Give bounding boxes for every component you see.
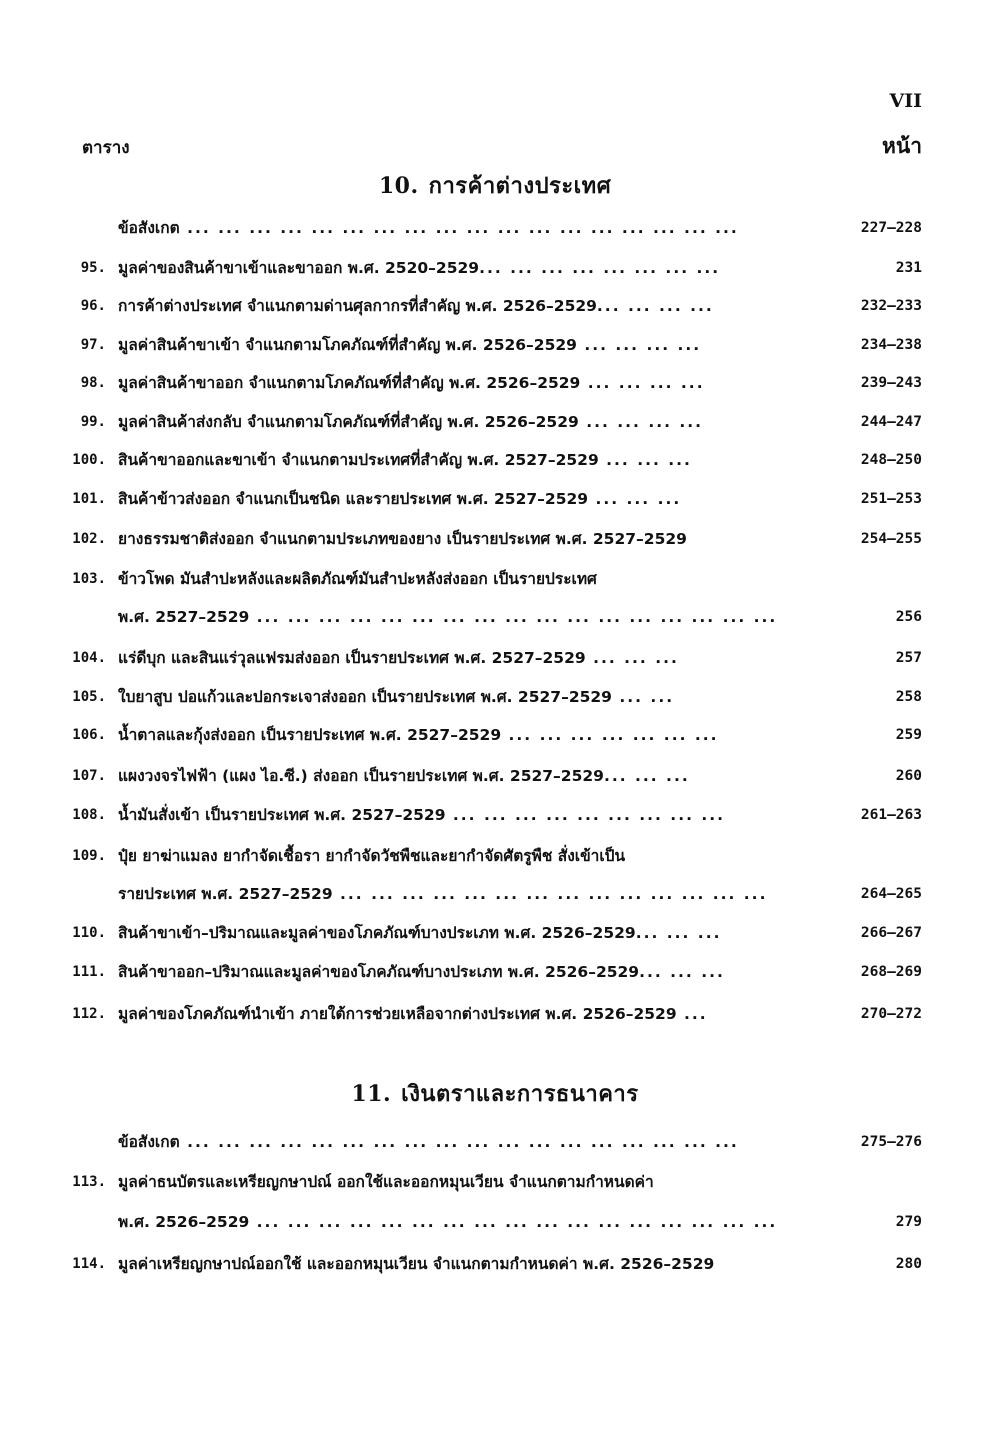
- entry-page: 231: [895, 260, 922, 276]
- toc-entry: [0, 644, 990, 672]
- entry-number: 100.: [72, 452, 106, 468]
- entry-page: 259: [895, 727, 922, 743]
- entry-page: 234–238: [860, 337, 922, 353]
- dot-leader: ... ... ...: [598, 451, 692, 469]
- entry-page: 280: [895, 1256, 922, 1272]
- page-number: VII: [889, 90, 922, 112]
- entry-title: [118, 254, 822, 282]
- entry-number: 107.: [72, 768, 106, 784]
- toc-entry: [0, 525, 990, 553]
- toc-entry: [0, 214, 990, 242]
- toc-entry: [0, 683, 990, 711]
- table-column-label: ตาราง: [82, 138, 130, 158]
- entry-title-text: สินค้าขาเข้า–ปริมาณและมูลค่าของโภคภัณฑ์บางประเภท พ.ศ. 2526–2529: [118, 924, 636, 942]
- entry-number: 114.: [72, 1256, 106, 1272]
- dot-leader: ... ... ... ... ... ... ... ... ...: [445, 806, 726, 824]
- entry-title-text: มูลค่าของสินค้าขาเข้าและขาออก พ.ศ. 2520–2529: [118, 259, 480, 277]
- entry-title-text: น้ำตาลและกุ้งส่งออก เป็นรายประเทศ พ.ศ. 2527–2529: [118, 726, 502, 744]
- entry-page: 256: [895, 609, 922, 625]
- dot-leader: ... ... ...: [588, 490, 682, 508]
- entry-title: [118, 683, 822, 711]
- entry-number: 96.: [80, 298, 106, 314]
- entry-title: [118, 1128, 822, 1156]
- toc-entry: [0, 958, 990, 986]
- entry-number: 109.: [72, 848, 106, 864]
- entry-title-text: แผงวงจรไฟฟ้า (แผง ไอ.ซี.) ส่งออก เป็นรายประเทศ พ.ศ. 2527–2529: [118, 767, 604, 785]
- entry-title-text: มูลค่าธนบัตรและเหรียญกษาปณ์ ออกใช้และออกหมุนเวียน จำแนกตามกำหนดค่า: [118, 1173, 654, 1191]
- dot-leader: ... ... ... ... ... ... ... ... ... ... ... ... ... ... ... ... ... ...: [179, 1133, 739, 1151]
- dot-leader: ...: [676, 1005, 708, 1023]
- entry-title: [118, 1208, 822, 1236]
- dot-leader: ... ... ... ...: [578, 413, 704, 431]
- entry-number: 104.: [72, 650, 106, 666]
- entry-title-text: ข้อสังเกต: [118, 1133, 180, 1151]
- entry-title-text: รายประเทศ พ.ศ. 2527–2529: [118, 885, 333, 903]
- entry-page: 239–243: [860, 375, 922, 391]
- toc-entry: [0, 842, 990, 870]
- entry-page: 232–233: [860, 298, 922, 314]
- dot-leader: ... ... ... ... ... ... ...: [501, 726, 719, 744]
- entry-title-text: ข้อสังเกต: [118, 219, 180, 237]
- entry-title: [118, 525, 822, 553]
- toc-entry: [0, 880, 990, 908]
- entry-number: 103.: [72, 571, 106, 587]
- toc-entry: [0, 721, 990, 749]
- entry-number: 98.: [80, 375, 106, 391]
- entry-title: [118, 919, 822, 947]
- entry-title-text: สินค้าขาออกและขาเข้า จำแนกตามประเทศที่สำคัญ พ.ศ. 2527–2529: [118, 451, 599, 469]
- entry-title: [118, 880, 822, 908]
- entry-title: [118, 1000, 822, 1028]
- entry-page: 266–267: [860, 925, 922, 941]
- entry-number: 112.: [72, 1006, 106, 1022]
- entry-title-text: มูลค่าของโภคภัณฑ์นำเข้า ภายใต้การช่วยเหลือจากต่างประเทศ พ.ศ. 2526–2529: [118, 1005, 677, 1023]
- entry-title: [118, 801, 822, 829]
- entry-page: 254–255: [860, 531, 922, 547]
- dot-leader: ... ... ...: [603, 767, 690, 785]
- entry-title: [118, 446, 822, 474]
- toc-entry: [0, 369, 990, 397]
- dot-leader: ... ... ... ...: [580, 374, 705, 392]
- entry-page: 261–263: [860, 807, 922, 823]
- dot-leader: ... ... ...: [585, 649, 679, 667]
- entry-number: 110.: [72, 925, 106, 941]
- entry-title: [118, 1168, 822, 1196]
- dot-leader: ... ... ... ...: [596, 297, 714, 315]
- entry-title-text: การค้าต่างประเทศ จำแนกตามด่านศุลกากรที่สำคัญ พ.ศ. 2526–2529: [118, 297, 597, 315]
- entry-number: 108.: [72, 807, 106, 823]
- entry-title-text: ใบยาสูบ ปอแก้วและปอกระเจาส่งออก เป็นรายประเทศ พ.ศ. 2527–2529: [118, 688, 612, 706]
- entry-page: 251–253: [860, 491, 922, 507]
- section-heading: [0, 168, 990, 203]
- entry-title: [118, 958, 822, 986]
- section-title: เงินตราและการธนาคาร: [401, 1082, 639, 1107]
- dot-leader: ... ... ... ... ... ... ... ... ... ... ... ... ... ... ... ... ... ...: [179, 219, 739, 237]
- entry-number: 99.: [80, 414, 106, 430]
- dot-leader: ... ...: [611, 688, 675, 706]
- entry-number: 101.: [72, 491, 106, 507]
- section-number: 10.: [378, 173, 419, 199]
- entry-title-text: น้ำมันสั่งเข้า เป็นรายประเทศ พ.ศ. 2527–2529: [118, 806, 446, 824]
- toc-entry: [0, 1208, 990, 1236]
- entry-number: 95.: [80, 260, 106, 276]
- entry-page: 270–272: [860, 1006, 922, 1022]
- section-heading: [0, 1076, 990, 1111]
- entry-number: 102.: [72, 531, 106, 547]
- entry-page: 260: [895, 768, 922, 784]
- entry-title-text: มูลค่าสินค้าส่งกลับ จำแนกตามโภคภัณฑ์ที่สำคัญ พ.ศ. 2526–2529: [118, 413, 579, 431]
- entry-title: [118, 292, 822, 320]
- entry-title: [118, 721, 822, 749]
- page-column-label: หน้า: [882, 134, 922, 158]
- entry-page: 258: [895, 689, 922, 705]
- entry-page: 264–265: [860, 886, 922, 902]
- entry-number: 113.: [72, 1174, 106, 1190]
- toc-entry: [0, 485, 990, 513]
- dot-leader: ... ... ...: [639, 963, 725, 981]
- entry-title-text: พ.ศ. 2526–2529: [118, 1213, 250, 1231]
- toc-entry: [0, 762, 990, 790]
- entry-title: [118, 408, 822, 436]
- entry-number: 111.: [72, 964, 106, 980]
- toc-entry: [0, 254, 990, 282]
- entry-page: 268–269: [860, 964, 922, 980]
- entry-page: 244–247: [860, 414, 922, 430]
- dot-leader: ... ... ... ... ... ... ... ... ... ... ... ... ... ... ... ... ...: [249, 1213, 778, 1231]
- toc-entry: [0, 292, 990, 320]
- dot-leader: ... ... ... ... ... ... ... ...: [479, 259, 721, 277]
- entry-title: [118, 1250, 822, 1278]
- entry-number: 105.: [72, 689, 106, 705]
- entry-page: 227–228: [860, 220, 922, 236]
- entry-page: 248–250: [860, 452, 922, 468]
- entry-title: [118, 565, 822, 593]
- entry-title: [118, 485, 822, 513]
- entry-title-text: พ.ศ. 2527–2529: [118, 608, 250, 626]
- dot-leader: ... ... ... ... ... ... ... ... ... ... ... ... ... ...: [332, 885, 768, 903]
- entry-title: [118, 603, 822, 631]
- toc-entry: [0, 801, 990, 829]
- dot-leader: ... ... ...: [635, 924, 722, 942]
- toc-entry: [0, 446, 990, 474]
- entry-title: [118, 762, 822, 790]
- toc-entry: [0, 1128, 990, 1156]
- section-title: การค้าต่างประเทศ: [428, 174, 612, 199]
- section-number: 11.: [351, 1081, 392, 1107]
- dot-leader: ... ... ... ...: [576, 336, 702, 354]
- entry-title-text: มูลค่าสินค้าขาเข้า จำแนกตามโภคภัณฑ์ที่สำคัญ พ.ศ. 2526–2529: [118, 336, 577, 354]
- toc-entry: [0, 919, 990, 947]
- entry-number: 97.: [80, 337, 106, 353]
- entry-title-text: ยางธรรมชาติส่งออก จำแนกตามประเภทของยาง เป็นรายประเทศ พ.ศ. 2527–2529: [118, 530, 687, 548]
- toc-entry: [0, 408, 990, 436]
- entry-title-text: ข้าวโพด มันสำปะหลังและผลิตภัณฑ์มันสำปะหลังส่งออก เป็นรายประเทศ: [118, 570, 597, 588]
- entry-title: [118, 331, 822, 359]
- toc-entry: [0, 603, 990, 631]
- entry-title-text: ปุ๋ย ยาฆ่าแมลง ยากำจัดเชื้อรา ยากำจัดวัชพืชและยากำจัดศัตรูพืช สั่งเข้าเป็น: [118, 847, 626, 865]
- entry-title-text: สินค้าข้าวส่งออก จำแนกเป็นชนิด และรายประเทศ พ.ศ. 2527–2529: [118, 490, 589, 508]
- entry-title-text: มูลค่าเหรียญกษาปณ์ออกใช้ และออกหมุนเวียน จำแนกตามกำหนดค่า พ.ศ. 2526–2529: [118, 1255, 715, 1273]
- entry-page: 279: [895, 1214, 922, 1230]
- entry-title-text: แร่ดีบุก และสินแร่วุลแฟรมส่งออก เป็นรายประเทศ พ.ศ. 2527–2529: [118, 649, 586, 667]
- toc-entry: [0, 565, 990, 593]
- entry-page: 257: [895, 650, 922, 666]
- dot-leader: ... ... ... ... ... ... ... ... ... ... ... ... ... ... ... ... ...: [249, 608, 778, 626]
- entry-title: [118, 214, 822, 242]
- toc-entry: [0, 1168, 990, 1196]
- entry-title-text: สินค้าขาออก–ปริมาณและมูลค่าของโภคภัณฑ์บางประเภท พ.ศ. 2526–2529: [118, 963, 640, 981]
- entry-page: 275–276: [860, 1134, 922, 1150]
- entry-title: [118, 644, 822, 672]
- entry-number: 106.: [72, 727, 106, 743]
- entry-title: [118, 369, 822, 397]
- entry-title-text: มูลค่าสินค้าขาออก จำแนกตามโภคภัณฑ์ที่สำคัญ พ.ศ. 2526–2529: [118, 374, 581, 392]
- toc-entry: [0, 1250, 990, 1278]
- entry-title: [118, 842, 822, 870]
- toc-entry: [0, 331, 990, 359]
- toc-entry: [0, 1000, 990, 1028]
